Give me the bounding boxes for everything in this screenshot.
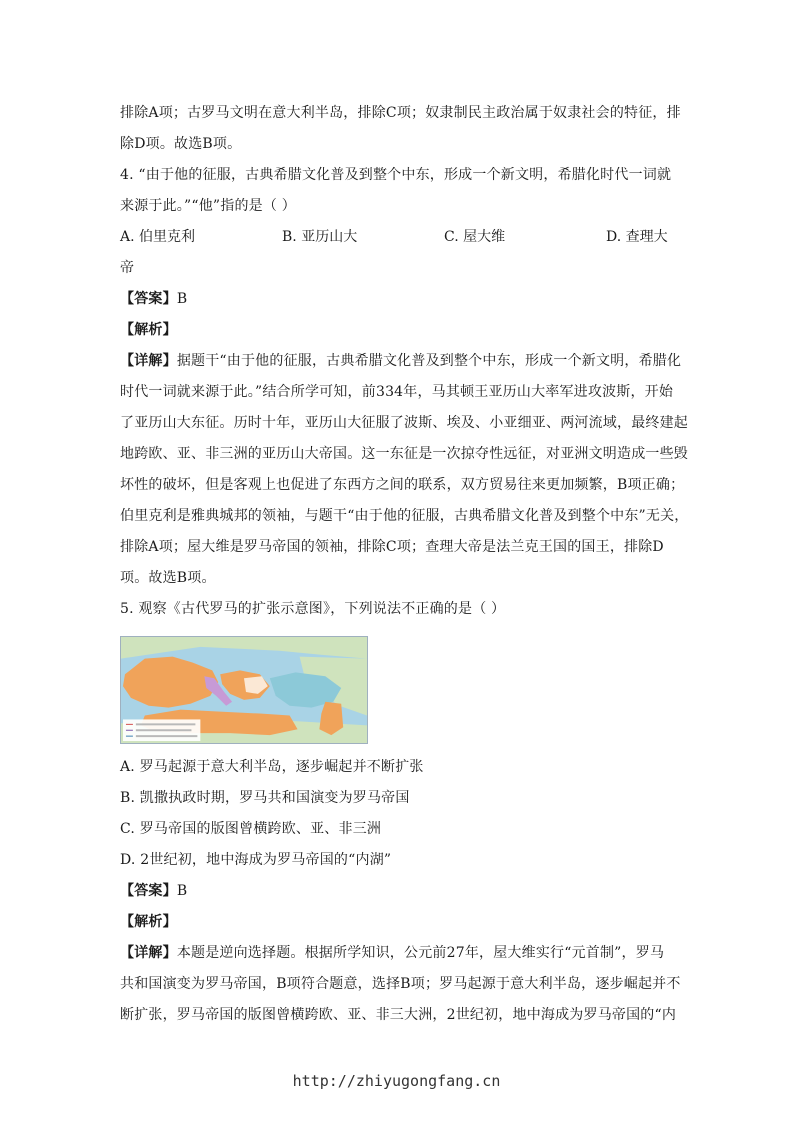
q4-option-d-wrap: 帝 <box>120 260 135 276</box>
q4-detail-line-2: 时代一词就来源于此。”结合所学可知，前334年，马其顿王亚历山大率军进攻波斯，开始 <box>120 384 674 400</box>
q5-answer-value: B <box>176 883 188 899</box>
map-illustration <box>121 637 367 743</box>
q4-option-b: B. 亚历山大 <box>282 229 358 245</box>
q5-option-d: D. 2世纪初，地中海成为罗马帝国的“内湖” <box>120 852 392 868</box>
q3-tail-line-1: 排除A项；古罗马文明在意大利半岛，排除C项；奴隶制民主政治属于奴隶社会的特征，排 <box>120 105 681 121</box>
q4-detail-line-5: 坏性的破坏，但是客观上也促进了东西方之间的联系，双方贸易往来更加频繁，B项正确； <box>120 477 685 493</box>
q5-detail-line-2: 共和国演变为罗马帝国，B项符合题意，选择B项；罗马起源于意大利半岛，逐步崛起并不 <box>120 976 681 992</box>
q4-option-d: D. 查理大 <box>606 229 668 245</box>
q4-detail-line-1 <box>120 352 680 370</box>
q5-detail-text-1: 本题是逆向选择题。根据所学知识，公元前27年，屋大维实行“元首制”，罗马 <box>176 945 665 961</box>
q5-option-b: B. 凯撒执政时期，罗马共和国演变为罗马帝国 <box>120 790 410 806</box>
q5-answer <box>120 882 680 900</box>
q4-analysis <box>120 321 680 339</box>
q4-stem-line-1: 4. “由于他的征服，古典希腊文化普及到整个中东，形成一个新文明，希腊化时代一词就 <box>120 167 672 183</box>
roman-expansion-map <box>120 636 368 744</box>
q5-analysis <box>120 913 680 931</box>
q4-answer <box>120 290 680 308</box>
q4-detail-line-3: 了亚历山大东征。历时十年，亚历山大征服了波斯、埃及、小亚细亚、两河流域，最终建起 <box>120 415 688 431</box>
q4-detail-line-6: 伯里克利是雅典城邦的领袖，与题干“由于他的征服，古典希腊文化普及到整个中东”无关， <box>120 508 689 524</box>
q4-detail-label: 【详解】 <box>120 353 177 369</box>
q5-detail-line-1 <box>120 944 680 962</box>
q5-stem: 5. 观察《古代罗马的扩张示意图》，下列说法不正确的是（ ） <box>120 601 506 617</box>
q4-analysis-label: 【解析】 <box>120 322 177 338</box>
q4-option-c: C. 屋大维 <box>444 229 506 245</box>
q5-detail-line-3: 断扩张，罗马帝国的版图曾横跨欧、亚、非三大洲，2世纪初，地中海成为罗马帝国的“内 <box>120 1007 677 1023</box>
map-legend-text-3 <box>136 735 198 737</box>
q4-detail-line-7: 排除A项；屋大维是罗马帝国的领袖，排除C项；查理大帝是法兰克王国的国王，排除D <box>120 539 664 555</box>
map-legend-text-2 <box>136 729 192 731</box>
q3-tail-line-2: 除D项。故选B项。 <box>120 136 242 152</box>
q5-option-a: A. 罗马起源于意大利半岛，逐步崛起并不断扩张 <box>120 759 424 775</box>
q4-detail-text-1: 据题干“由于他的征服，古典希腊文化普及到整个中东，形成一个新文明，希腊化 <box>176 353 682 369</box>
q4-answer-label: 【答案】 <box>120 291 177 307</box>
q5-option-c: C. 罗马帝国的版图曾横跨欧、亚、非三洲 <box>120 821 382 837</box>
q5-answer-label: 【答案】 <box>120 883 177 899</box>
q4-option-a: A. 伯里克利 <box>120 229 196 245</box>
q4-detail-line-8: 项。故选B项。 <box>120 570 216 586</box>
map-legend-text-1 <box>136 723 196 725</box>
q5-detail-label: 【详解】 <box>120 945 177 961</box>
q4-answer-value: B <box>176 291 188 307</box>
q5-analysis-label: 【解析】 <box>120 914 177 930</box>
footer-url[interactable]: http://zhiyugongfang.cn <box>292 1072 501 1090</box>
q4-stem-line-2: 来源于此。”“他”指的是（ ） <box>120 198 296 214</box>
q4-detail-line-4: 地跨欧、亚、非三洲的亚历山大帝国。这一东征是一次掠夺性远征，对亚洲文明造成一些毁 <box>120 446 688 462</box>
